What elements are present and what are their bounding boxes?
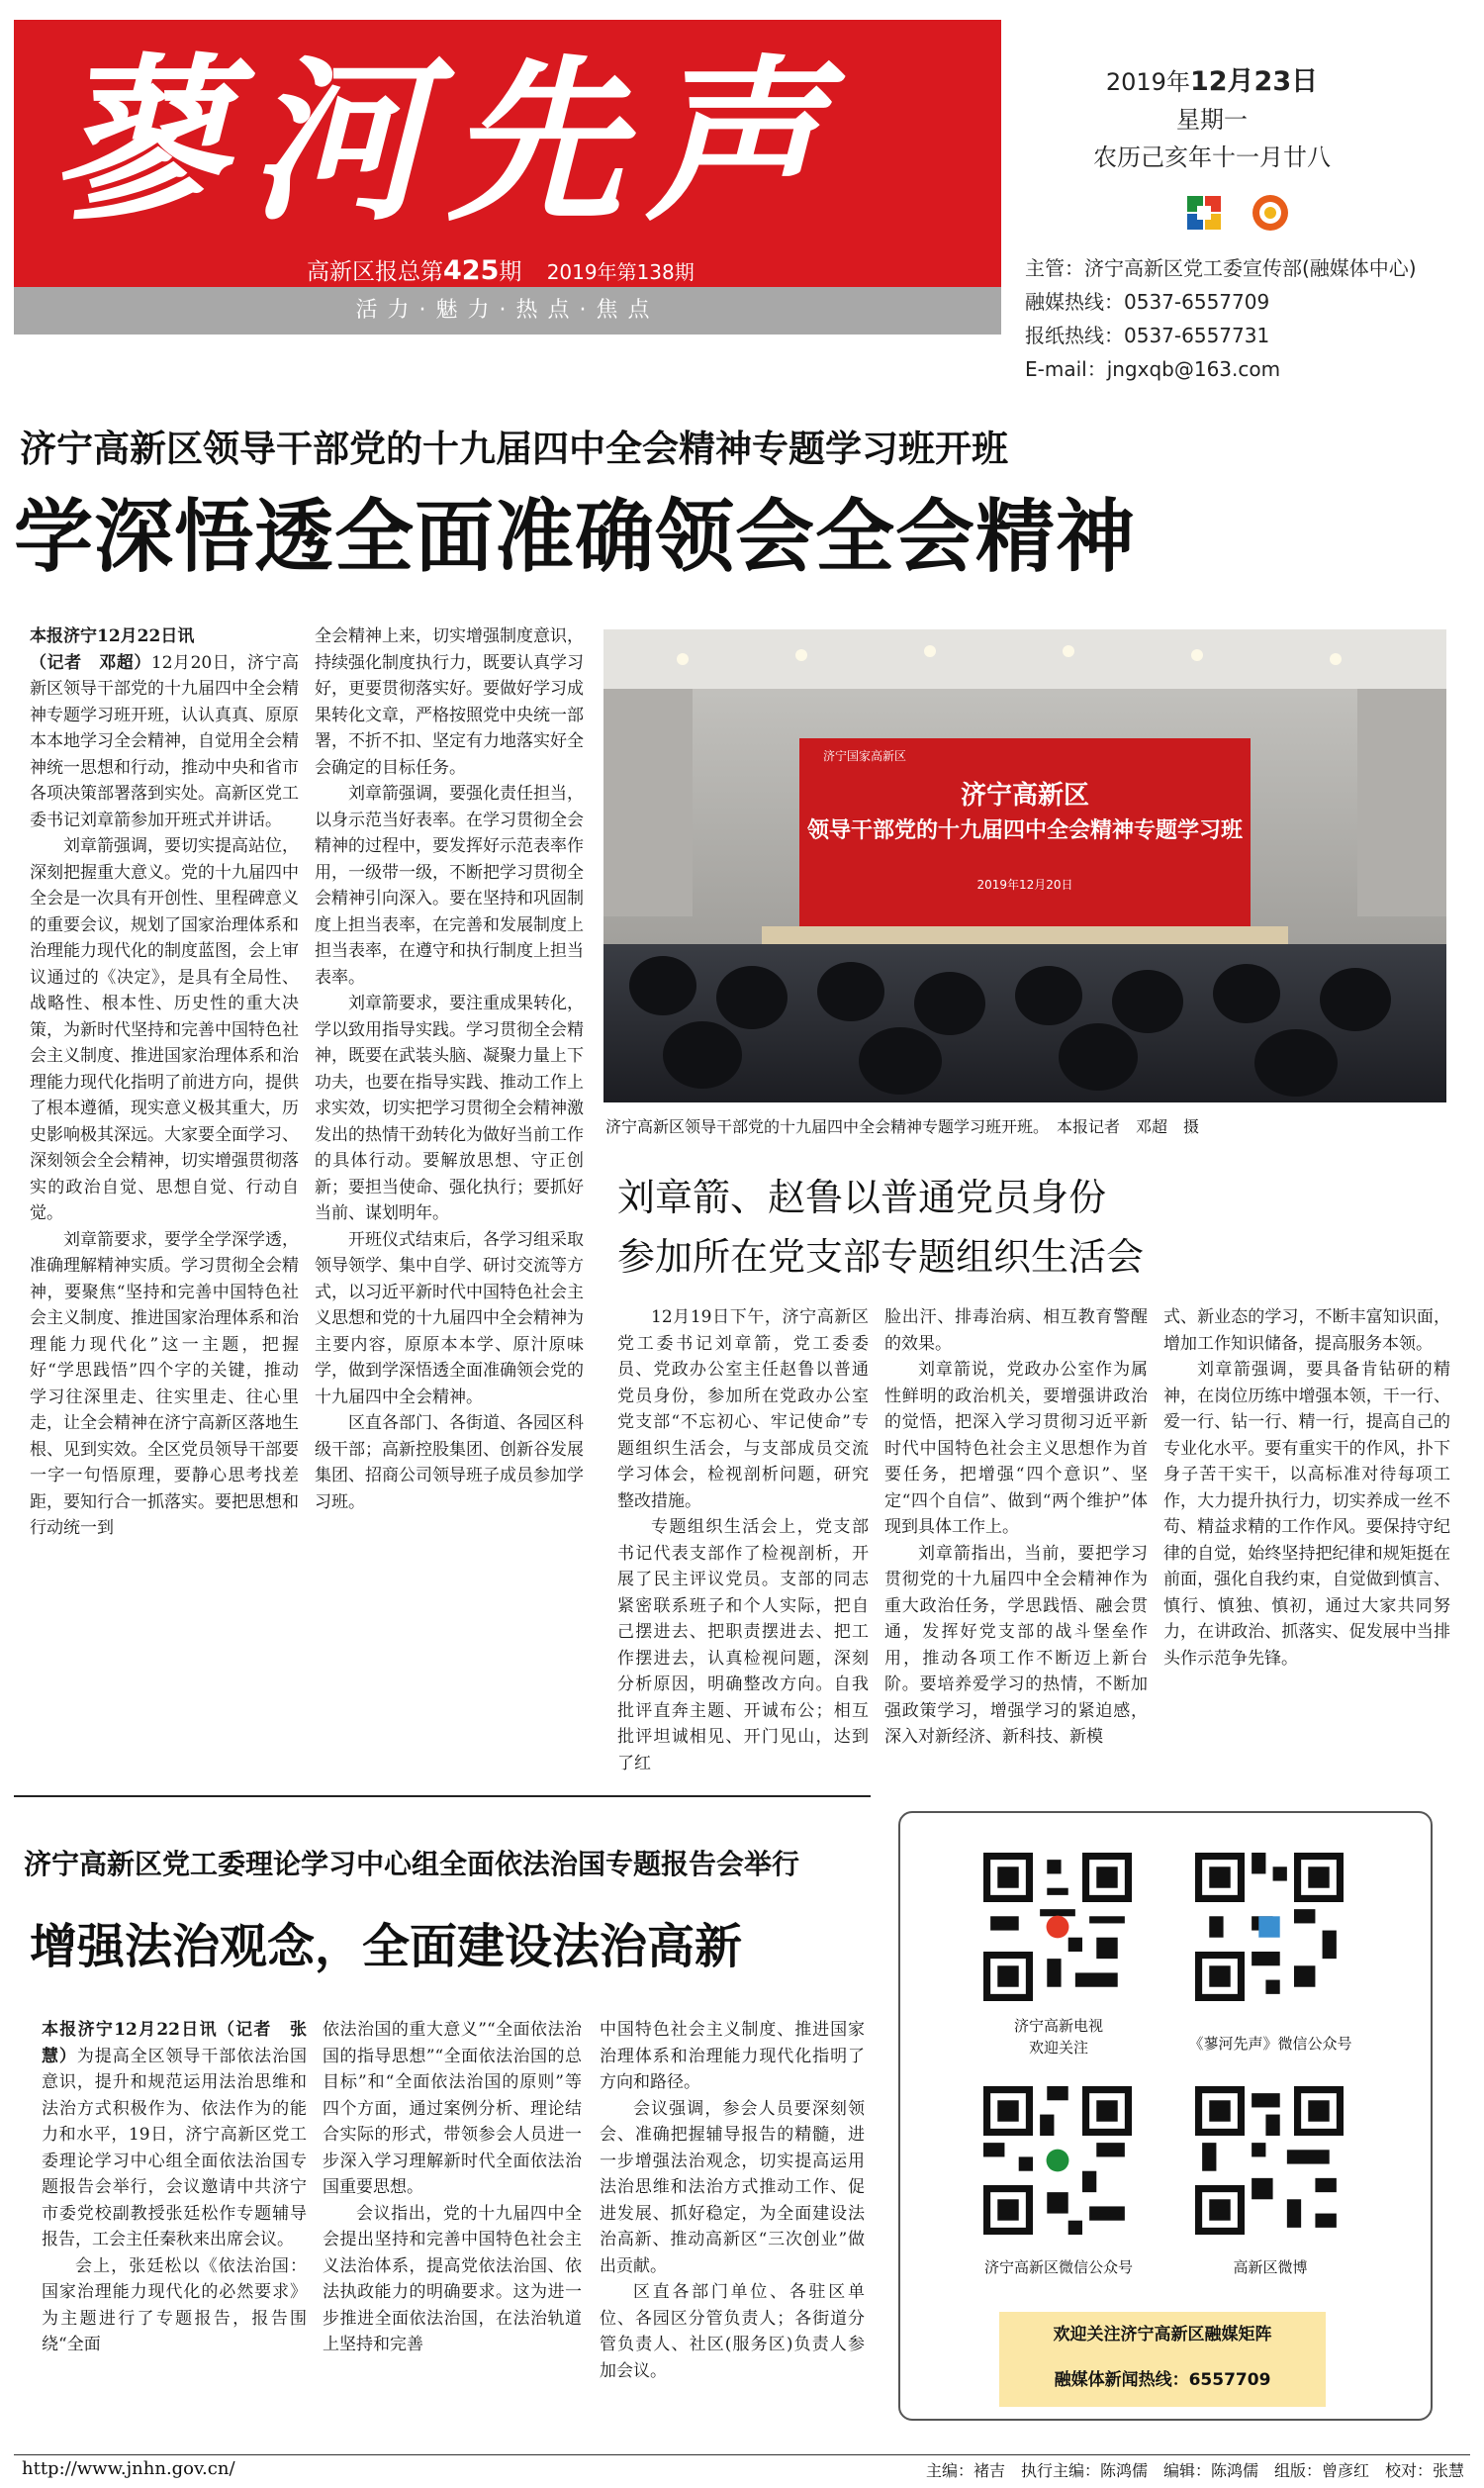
- paper-wechat-qr-code-icon[interactable]: [1195, 1853, 1344, 2001]
- article1-photo: [603, 629, 1446, 1102]
- article1-para-3: 刘章箭要求，要学全学深学透，准确理解精神实质。学习贯彻全会精神，要聚焦“坚持和完善中国特色社会主义制度、推进国家治理体系和治理能力现代化”这一主题，把握好“学思践悟”四个字的关键，推动学习往深里走、往实里走、往心里走，让全会精神在济宁高新区落地生根、见到实效。全区党员领导干部要一字一句悟原理，要静心思考找差距，要知行合一抓落实。要把思想和行动统一到: [30, 1229, 299, 1538]
- article3-para-5: 中国特色社会主义制度、推进国家治理体系和治理能力现代化指明了方向和路径。: [600, 2020, 865, 2092]
- screen-small-text: 济宁国家高新区: [823, 749, 907, 763]
- article3-column-2: [323, 2017, 582, 2358]
- issue-prefix: 高新区报总第: [307, 259, 443, 285]
- article2-para-4: 刘章箭说，党政办公室作为属性鲜明的政治机关，要增强讲政治的觉悟，把深入学习贯彻习近平新时代中国特色社会主义思想作为首要任务，把增强“四个意识”、坚定“四个自信”、做到“两个维护”体现到具体工作上。: [884, 1360, 1148, 1537]
- article3-para-7: 区直各部门单位、各驻区单位、各园区分管负责人；各街道分管负责人、社区(服务区)负责人参加会议。: [600, 2282, 865, 2381]
- media-hotline: 融媒热线：0537-6557709: [1025, 290, 1270, 314]
- article2-para-7: 刘章箭强调，要具备肯钻研的精神，在岗位历练中增强本领，干一行、爱一行、钻一行、精一行，提高自己的专业化水平。要有重实干的作风，扑下身子苦干实干，以高标准对待每项工作，大力提升执行力，切实养成一丝不苟、精益求精的工作作风。要保持守纪律的自觉，始终坚持把纪律和规矩挺在前面，强化自我约束，自觉做到慎言、慎行、慎独、慎初，通过大家共同努力，在讲政治、抓落实、促发展中当排头作示范争先锋。: [1163, 1360, 1450, 1669]
- article3-para-3: 依法治国的重大意义”“全面依法治国的指导思想”“全面依法治国的总目标”和“全面依法治国的原则”等四个方面，通过案例分析、理论结合实际的形式，带领参会人员进一步深入学习理解新时代全面依法治国重要思想。: [323, 2020, 582, 2197]
- host-line: 主管：济宁高新区党工委宣传部(融媒体中心): [1025, 256, 1417, 280]
- footer-rule: [14, 2454, 1470, 2455]
- media-center-logo-icon: [1187, 196, 1221, 230]
- article1-kicker: 济宁高新区领导干部党的十九届四中全会精神专题学习班开班: [20, 428, 1008, 470]
- email-line: E-mail：jngxqb@163.com: [1025, 357, 1281, 381]
- paper-wechat-qr-label: 《蓼河先声》微信公众号: [1188, 2035, 1352, 2053]
- article3-para-6: 会议强调，参会人员要深刻领会、准确把握辅导报告的精髓，进一步增强法治观念，切实提高运用法治思维和法治方式推动工作、促进发展、抓好稳定，为全面建设法治高新、推动高新区“三次创业”做出贡献。: [600, 2098, 865, 2276]
- screen-line-2: 领导干部党的十九届四中全会精神专题学习班: [806, 818, 1244, 843]
- article2-headline-line-2: 参加所在党支部专题组织生活会: [617, 1235, 1145, 1279]
- para-text: 为提高全区领导干部依法治国意识，提升和规范运用法治思维和法治方式积极作为、依法作为的能力和水平，19日，济宁高新区党工委理论学习中心组全面依法治国专题报告会举行，会议邀请中共济宁市委党校副教授张廷松作专题辅导报告，工会主任秦秋来出席会议。: [42, 2046, 308, 2249]
- article1-dateline: [30, 623, 299, 650]
- date-lunar: 农历己亥年十一月廿八: [1093, 144, 1331, 171]
- reporter-text: （记者 邓超）: [30, 652, 151, 673]
- tv-logo-icon: [1252, 195, 1288, 231]
- article1-para-4: 全会精神上来，切实增强制度意识，持续强化制度执行力，既要认真学习好，更要贯彻落实好。要做好学习成果转化文章，严格按照党中央统一部署，不折不扣、坚定有力地落实好全会确定的目标任务。: [315, 626, 584, 778]
- screen-line-1: 济宁高新区: [960, 781, 1090, 811]
- footer-url-link[interactable]: http://www.jnhn.gov.cn/: [22, 2458, 235, 2479]
- reporter-text: （记者 张慧）: [42, 2020, 307, 2066]
- follow-banner: [999, 2312, 1326, 2407]
- article1-para-2: 刘章箭强调，要切实提高站位，深刻把握重大意义。党的十九届四中全会是一次具有开创性、里程碑意义的重要会议，规划了国家治理体系和治理能力现代化的制度蓝图，会上审议通过的《决定》，是具有全局性、战略性、根本性、历史性的重大决策，为新时代坚持和完善中国特色社会主义制度、推进国家治理体系和治理能力现代化指明了前进方向，提供了根本遵循，现实意义极其重大，历史影响极其深远。大家要全面学习、深刻领会全会精神，切实增强贯彻落实的政治自觉、思想自觉、行动自觉。: [30, 836, 299, 1223]
- date-block: [1068, 63, 1355, 176]
- article3-para-2: 会上，张廷松以《依法治国：国家治理能力现代化的必然要求》为主题进行了专题报告，报告围绕“全面: [42, 2255, 307, 2354]
- article2-headline: [617, 1168, 1144, 1287]
- article1-para-7: 开班仪式结束后，各学习组采取领导领学、集中自学、研讨交流等方式，以习近平新时代中国特色社会主义思想和党的十九届四中全会精神为主要内容，原原本本学、原汁原味学，做到学深悟透全面准确领会党的十九届四中全会精神。: [315, 1229, 584, 1407]
- article3-headline: 增强法治观念，全面建设法治高新: [30, 1919, 743, 1974]
- para-text: 12月20日，济宁高新区领导干部党的十九届四中全会精神专题学习班开班，认认真真、原原本本地学习全会精神，自觉用全会精神统一思想和行动，推动中央和省市各项决策部署落到实处。高新区党工委书记刘章箭参加开班式并讲话。: [30, 652, 300, 830]
- weibo-qr-label: 高新区微博: [1233, 2258, 1308, 2276]
- article2-column-2: [884, 1304, 1148, 1751]
- tv-qr-label: [950, 2015, 1167, 2058]
- article1-column-1: [30, 623, 299, 1542]
- article1-headline: 学深悟透全面准确领会全会精神: [14, 491, 1136, 583]
- issue-info: [307, 253, 695, 286]
- masthead-title: 蓼河先声: [51, 38, 843, 244]
- article2-para-3: 脸出汗、排毒治病、相互教育警醒的效果。: [884, 1307, 1148, 1354]
- tv-qr-label-line-1: 济宁高新电视: [1013, 2017, 1103, 2035]
- issue-number: 425: [443, 255, 500, 286]
- article2-para-5: 刘章箭指出，当前，要把学习贯彻党的十九届四中全会精神作为重大政治任务，学思践悟、融会贯通，发挥好党支部的战斗堡垒作用，推动各项工作不断迈上新台阶。要培养爱学习的热情，不断加强政策学习，增强学习的紧迫感，深入对新经济、新科技、新模: [884, 1543, 1148, 1747]
- article3-para-1: [42, 2017, 307, 2253]
- weibo-qr-code-icon[interactable]: [1195, 2086, 1344, 2235]
- article2-column-3: [1163, 1304, 1450, 1672]
- gov-wechat-qr-code-icon[interactable]: [983, 2086, 1132, 2235]
- dateline-text: 本报济宁12月22日讯: [30, 626, 195, 646]
- media-logos: [1179, 192, 1308, 236]
- article3-kicker: 济宁高新区党工委理论学习中心组全面依法治国专题报告会举行: [24, 1848, 800, 1880]
- follow-banner-line-2: 融媒体新闻热线：6557709: [1054, 2370, 1271, 2390]
- gov-wechat-qr-label: 济宁高新区微信公众号: [983, 2258, 1133, 2276]
- article2-para-6: 式、新业态的学习，不断丰富知识面，增加工作知识储备，提高服务本领。: [1163, 1307, 1450, 1354]
- issue-suffix: 期: [499, 259, 522, 285]
- article1-para-5: 刘章箭强调，要强化责任担当，以身示范当好表率。在学习贯彻全会精神的过程中，要发挥好示范表率作用，一级带一级，不断把学习贯彻全会精神引向深入。要在坚持和巩固制度上担当表率，在完善和发展制度上担当表率，在遵守和执行制度上担当表率。: [315, 784, 584, 988]
- photo-caption: 济宁高新区领导干部党的十九届四中全会精神专题学习班开班。 本报记者 邓超 摄: [605, 1117, 1200, 1136]
- screen-date: 2019年12月20日: [976, 878, 1073, 892]
- article3-column-3: [600, 2017, 865, 2384]
- article2-para-2: 专题组织生活会上，党支部书记代表支部作了检视剖析，开展了民主评议党员。支部的同志紧密联系班子和个人实际，把自己摆进去、把职责摆进去、把工作摆进去，认真检视问题，深刻分析原因，明确整改方向。自我批评直奔主题、开诚布公；相互批评坦诚相见、开门见山，达到了红: [617, 1517, 869, 1773]
- article1-column-2: [315, 623, 584, 1515]
- masthead: [14, 20, 1001, 335]
- follow-banner-line-1: 欢迎关注济宁高新区融媒矩阵: [1053, 2325, 1272, 2344]
- conference-hall-image: [603, 629, 1446, 1102]
- footer-credits: 主编：褚吉 执行主编：陈鸿儒 编辑：陈鸿儒 组版：曾彦红 校对：张慧: [925, 2461, 1464, 2480]
- article1-para-6: 刘章箭要求，要注重成果转化，学以致用指导实践。学习贯彻全会精神，既要在武装头脑、凝聚力量上下功夫，也要在指导实践、推动工作上求实效，切实把学习贯彻全会精神激发出的热情干劲转化为做好当前工作的具体行动。要解放思想、守正创新；要担当使命、强化执行；要抓好当前、谋划明年。: [315, 994, 584, 1223]
- article3-column-1: [42, 2017, 307, 2358]
- date-year: 2019年: [1105, 68, 1190, 96]
- dateline-text: 本报济宁12月22日讯: [42, 2020, 218, 2040]
- article3-para-4: 会议指出，党的十九届四中全会提出坚持和完善中国特色社会主义法治体系，提高党依法治国、依法执政能力的明确要求。这为进一步推进全面依法治国，在法治轨道上坚持和完善: [323, 2203, 582, 2354]
- slogan-strip: 活力·魅力·热点·焦点: [14, 287, 1001, 335]
- article2-headline-line-1: 刘章箭、赵鲁以普通党员身份: [617, 1176, 1107, 1219]
- contact-block: [1025, 251, 1417, 386]
- date-ymd: [1068, 63, 1355, 101]
- date-weekday: 星期一: [1176, 106, 1248, 134]
- year-issue: 2019年第138期: [546, 260, 695, 284]
- date-day: 12月23日: [1189, 66, 1319, 97]
- report-hotline: 报纸热线：0537-6557731: [1025, 324, 1270, 347]
- article2-column-1: [617, 1304, 869, 1776]
- tv-qr-code-icon[interactable]: [983, 1853, 1132, 2001]
- article1-para-8: 区直各部门、各街道、各园区科级干部；高新控股集团、创新谷发展集团、招商公司领导班子成员参加学习班。: [315, 1413, 584, 1512]
- section-divider: [14, 1795, 871, 1797]
- article1-para-1: [30, 650, 299, 834]
- tv-qr-label-line-2: 欢迎关注: [1028, 2039, 1088, 2057]
- article2-para-1: 12月19日下午，济宁高新区党工委书记刘章箭，党工委委员、党政办公室主任赵鲁以普通党员身份，参加所在党政办公室党支部“不忘初心、牢记使命”专题组织生活会，与支部成员交流学习体会，检视剖析问题，研究整改措施。: [617, 1307, 869, 1511]
